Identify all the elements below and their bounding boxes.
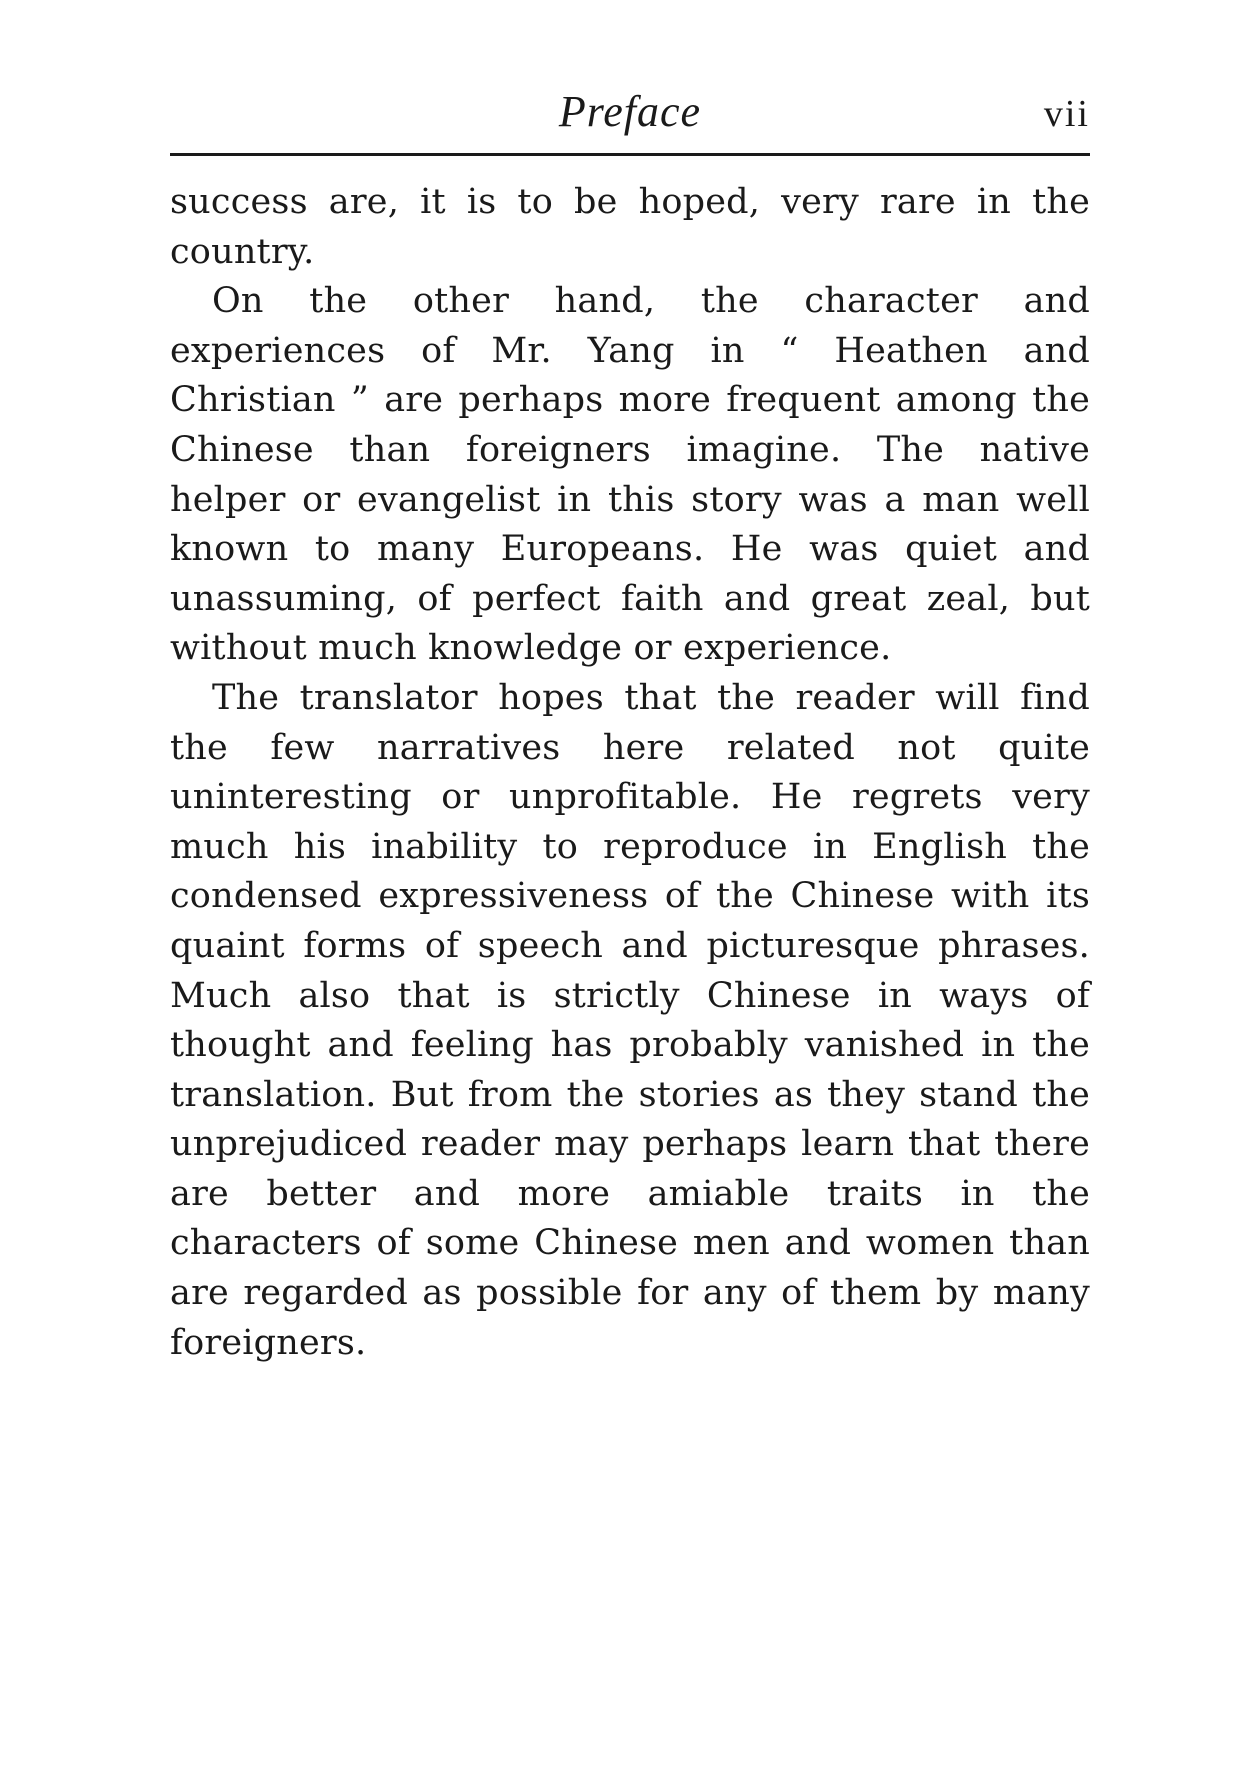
paragraph-continued: success are, it is to be hoped, very rare in the country. [170, 182, 1090, 272]
running-head [170, 82, 1090, 144]
paragraph: On the other hand, the character and experiences of Mr. Yang in “ Heathen and Christian ” are perhaps more frequent among the Chinese than foreigners imagine. The native helper or evangelist in this story was a man well known to many Europeans. He was quiet and unassuming, of perfect faith and great zeal, but without much knowledge or experience. [170, 281, 1090, 669]
body-text [170, 178, 1090, 1368]
header-rule [170, 153, 1090, 156]
paragraph: The translator hopes that the reader will find the few narratives here related not quite uninteresting or unprofitable. He regrets very much his inability to reproduce in English the condensed expressiveness of the Chinese with its quaint forms of speech and picturesque phrases. Much also that is strictly Chinese in ways of thought and feeling has probably vanished in the translation. But from the stories as they stand the unprejudiced reader may perhaps learn that there are better and more amiable traits in the characters of some Chinese men and women than are regarded as possible for any of them by many foreigners. [170, 677, 1090, 1363]
running-title: Preface [558, 87, 702, 136]
page-number: vii [1043, 93, 1090, 135]
